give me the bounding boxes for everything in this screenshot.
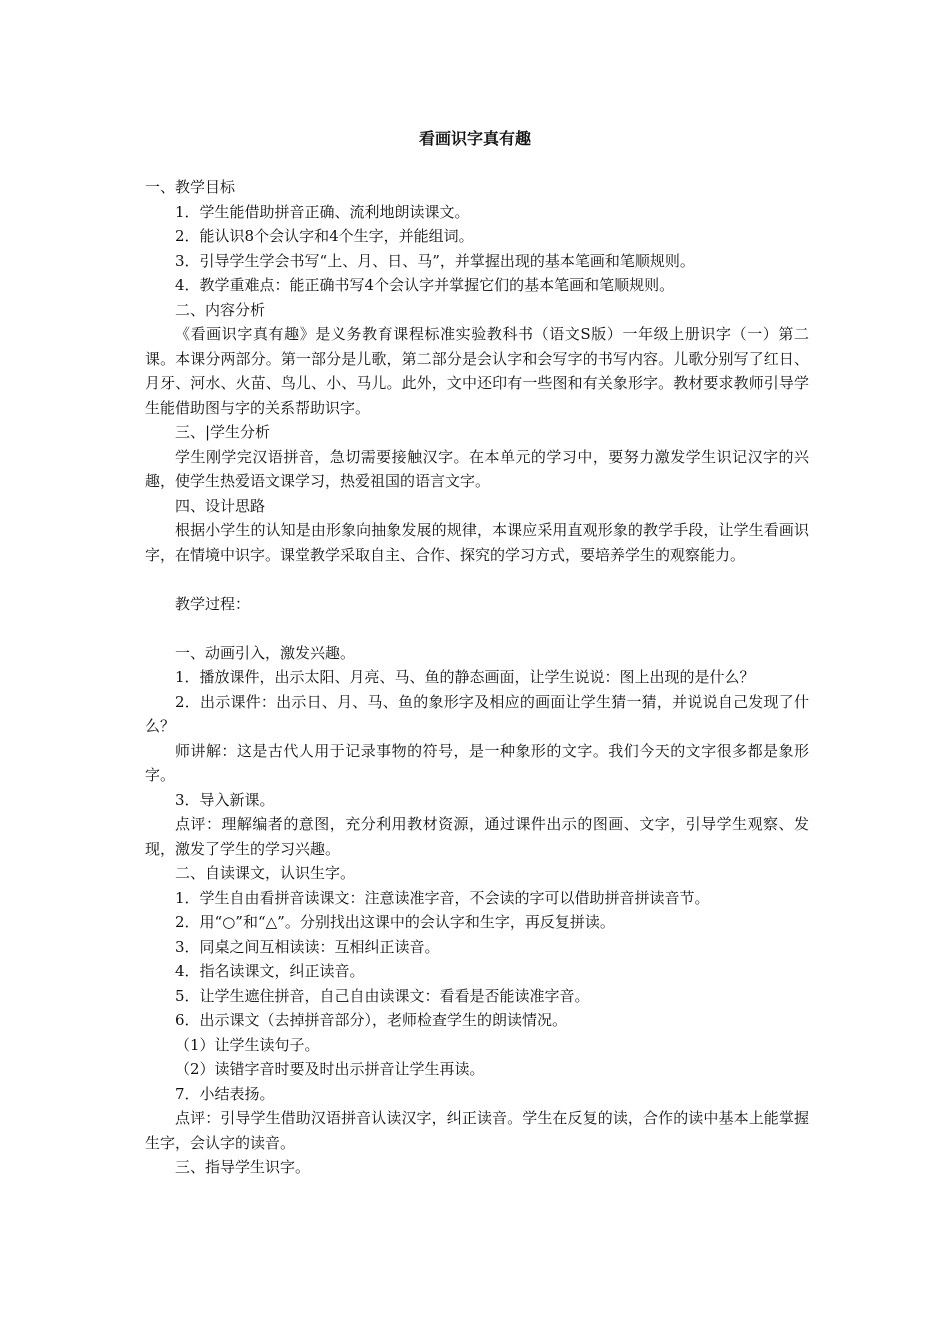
paragraph: 2．出示课件：出示日、月、马、鱼的象形字及相应的画面让学生猜一猜，并说说自己发现了什么？ (145, 692, 809, 735)
step-heading: 三、指导学生识字。 (175, 1158, 311, 1176)
step-heading: 一、动画引入，激发兴趣。 (175, 643, 356, 662)
section-heading-goals: 一、教学目标 (145, 178, 236, 196)
paragraph: 2．能认识8个会认字和4个生字，并能组词。 (175, 227, 474, 245)
paragraph: 1．学生能借助拼音正确、流利地朗读课文。 (175, 202, 470, 221)
paragraph: 7．小结表扬。 (175, 1084, 275, 1103)
document-title: 看画识字真有趣 (418, 129, 531, 148)
section-heading-students: 三、|学生分析 (175, 423, 271, 441)
spacer (145, 567, 809, 592)
paragraph: 《看画识字真有趣》是义务教育课程标准实验教科书（语文S版）一年级上册识字（一）第二课。本课分两部分。第一部分是儿歌，第二部分是会认字和会写字的书写内容。儿歌分别写了红日、月牙、河水、火苗、鸟儿、小、马儿。此外，文中还印有一些图和有关象形字。教材要求教师引导学生能借助图与字的关系帮助识字。 (145, 325, 809, 417)
paragraph: 3．同桌之间互相读读：互相纠正读音。 (175, 937, 440, 956)
comment-paragraph: 点评：理解编者的意图，充分利用教材资源，通过课件出示的图画、文字，引导学生观察、发现，激发了学生的学习兴趣。 (145, 815, 809, 858)
paragraph: 4．指名读课文，纠正读音。 (175, 962, 365, 980)
paragraph: 3．引导学生学会书写“上、月、日、马”，并掌握出现的基本笔画和笔顺规则。 (175, 251, 695, 270)
section-heading-design: 四、设计思路 (175, 496, 266, 515)
paragraph: 根据小学生的认知是由形象向抽象发展的规律，本课应采用直观形象的教学手段，让学生看画识字，在情境中识字。课堂教学采取自主、合作、探究的学习方式，要培养学生的观察能力。 (145, 521, 809, 564)
paragraph: 3．导入新课。 (175, 790, 275, 809)
paragraph: 2．用“○”和“△”。分别找出这课中的会认字和生字，再反复拼读。 (175, 913, 615, 931)
sub-item: （2）读错字音时要及时出示拼音让学生再读。 (175, 1060, 485, 1078)
comment-paragraph: 点评：引导学生借助汉语拼音认读汉字，纠正读音。学生在反复的读，合作的读中基本上能掌握生字，会认字的读音。 (145, 1109, 809, 1152)
spacer (145, 616, 809, 641)
document-body (145, 175, 809, 1180)
step-heading: 二、自读课文，认识生字。 (175, 864, 356, 882)
paragraph: 学生刚学完汉语拼音，急切需要接触汉字。在本单元的学习中，要努力激发学生识记汉字的兴趣，使学生热爱语文课学习，热爱祖国的语言文字。 (145, 447, 809, 490)
sub-item: （1）让学生读句子。 (175, 1035, 320, 1054)
section-heading-process: 教学过程： (175, 594, 251, 613)
paragraph: 师讲解：这是古代人用于记录事物的符号，是一种象形的文字。我们今天的文字很多都是象形字。 (145, 741, 809, 784)
paragraph: 1．学生自由看拼音读课文：注意读准字音，不会读的字可以借助拼音拼读音节。 (175, 888, 710, 907)
paragraph: 5．让学生遮住拼音，自己自由读课文：看看是否能读准字音。 (175, 986, 590, 1005)
paragraph: 1．播放课件，出示太阳、月亮、马、鱼的静态画面，让学生说说：图上出现的是什么？ (175, 668, 755, 686)
section-heading-content: 二、内容分析 (175, 300, 266, 319)
paragraph: 6．出示课文（去掉拼音部分），老师检查学生的朗读情况。 (175, 1011, 568, 1029)
paragraph: 4．教学重难点：能正确书写4个会认字并掌握它们的基本笔画和笔顺规则。 (175, 276, 675, 294)
